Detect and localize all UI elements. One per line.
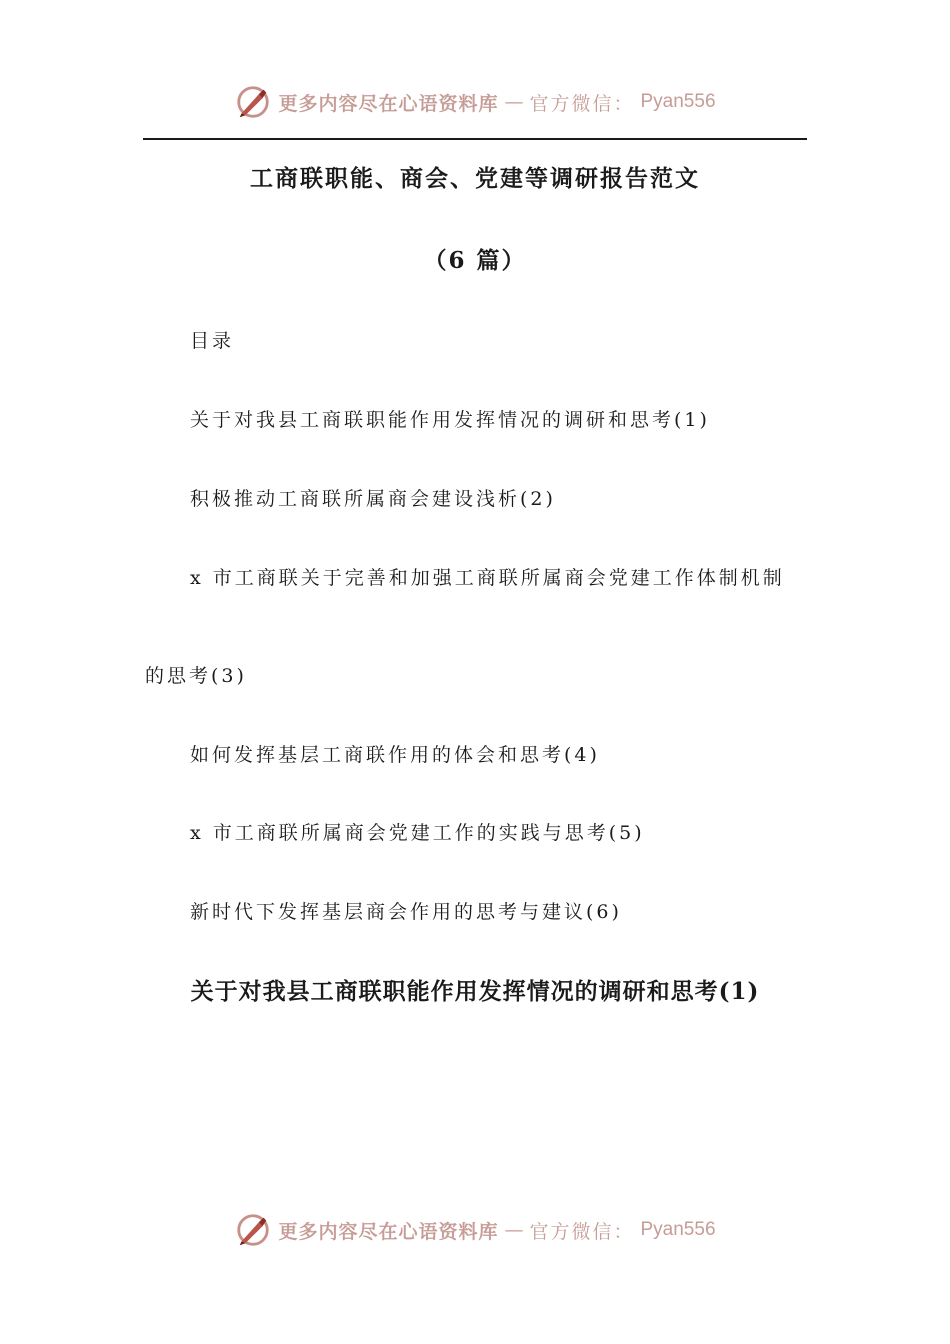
pen-logo-icon xyxy=(234,1211,272,1249)
pen-logo-icon xyxy=(234,83,272,121)
toc-item: x 市工商联关于完善和加强工商联所属商会党建工作体制机制 xyxy=(190,567,785,589)
watermark-sub-text: 官方微信： xyxy=(529,92,635,115)
watermark-wechat-id: Pyan556 xyxy=(640,91,716,112)
toc-item: 关于对我县工商联职能作用发挥情况的调研和思考(1) xyxy=(190,409,710,431)
toc-item: 积极推动工商联所属商会建设浅析(2) xyxy=(190,488,556,510)
toc-item: x 市工商联所属商会党建工作的实践与思考(5) xyxy=(190,822,645,844)
watermark-wechat-id: Pyan556 xyxy=(640,1219,716,1240)
watermark-main-text: 更多内容尽在心语资料库 xyxy=(278,92,499,115)
toc-label: 目录 xyxy=(190,330,235,352)
header-watermark xyxy=(0,80,950,124)
watermark-main-text: 更多内容尽在心语资料库 xyxy=(278,1220,499,1243)
document-subtitle: （6 篇） xyxy=(423,247,527,274)
toc-item: 如何发挥基层工商联作用的体会和思考(4) xyxy=(190,744,600,766)
watermark-sub-text: 官方微信： xyxy=(529,1220,635,1243)
document-title: 工商联职能、商会、党建等调研报告范文 xyxy=(250,165,700,192)
toc-item: 新时代下发挥基层商会作用的思考与建议(6) xyxy=(190,901,622,923)
footer-watermark xyxy=(0,1208,950,1252)
header-divider xyxy=(143,138,807,140)
watermark-dash: — xyxy=(504,91,524,113)
section-heading: 关于对我县工商联职能作用发挥情况的调研和思考(1) xyxy=(190,978,760,1005)
toc-item-continuation: 的思考(3) xyxy=(145,665,247,687)
watermark-dash: — xyxy=(504,1219,524,1241)
